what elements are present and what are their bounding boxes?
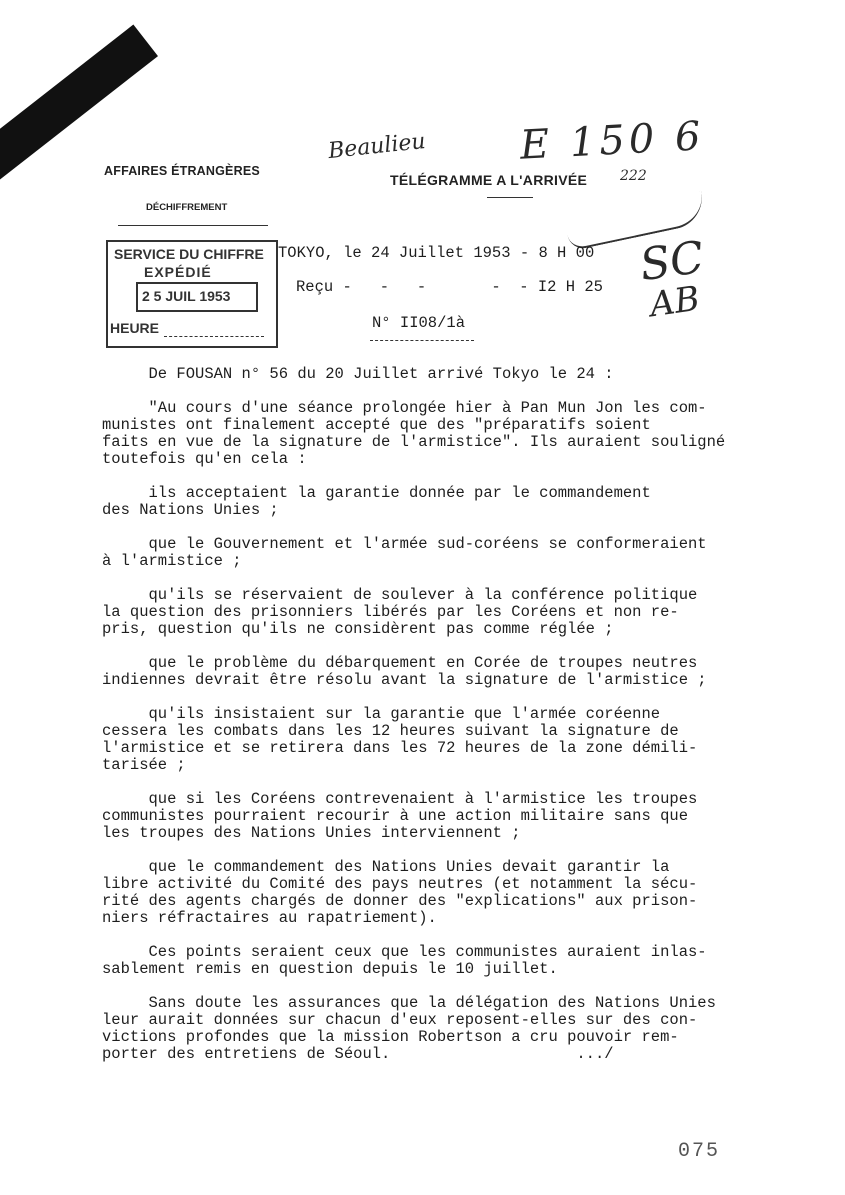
body-paragraph: que si les Coréens contrevenaient à l'armistice les troupes communistes pourraient recourir à une action militaire sans que les troupes des Nations Unies interviennent ; [102,790,698,842]
number-underline [370,340,474,341]
body-paragraph: De FOUSAN n° 56 du 20 Juillet arrivé Tokyo le 24 : [102,365,614,383]
handwritten-name: Beaulieu [326,128,427,165]
body-paragraph: que le commandement des Nations Unies devait garantir la libre activité du Comité des pays neutres (et notamment la sécu- rité des agents chargés de donner des "explications" aux prison- niers réfractaires au rapatriement). [102,858,698,927]
body-paragraph: que le problème du débarquement en Corée de troupes neutres indiennes devrait être résolu avant la signature de l'armistice ; [102,654,707,689]
document-type-title: TÉLÉGRAMME A L'ARRIVÉE [390,172,588,188]
body-paragraph: qu'ils insistaient sur la garantie que l'armée coréenne cessera les combats dans les 12 heures suivant la signature de l'armistice et se retirera dans les 72 heures de la zone démili- tarisée ; [102,705,698,774]
service-label: DÉCHIFFREMENT [146,202,228,213]
handwritten-sc: SC [636,231,708,292]
body-paragraph: que le Gouvernement et l'armée sud-coréens se conformeraient à l'armistice ; [102,535,707,570]
dispatch-stamp [106,240,278,348]
stamp-heure-line [164,336,264,337]
dispatch-received-line: Reçu - - - - - I2 H 25 [296,278,603,296]
stamp-heure: HEURE [110,320,160,336]
body-paragraph: Ces points seraient ceux que les communistes auraient inlas- sablement remis en question depuis le 10 juillet. [102,943,707,978]
handwritten-reference: E 150 6 [518,113,706,169]
dispatch-city-line: TOKYO, le 24 Juillet 1953 - 8 H 00 [278,244,595,262]
body-paragraph: "Au cours d'une séance prolongée hier à Pan Mun Jon les com- munistes ont finalement accepté que des "préparatifs soient faits en vue de la signature de l'armistice". Ils auraient souligné toutefois qu'en cela : [102,399,726,468]
service-underline [118,225,268,226]
body-paragraph: Sans doute les assurances que la délégation des Nations Unies leur aurait données sur chacun d'eux reposent-elles sur des con- victions profondes que la mission Robertson a cru pouvoir rem- porter des entretiens de Séoul. .../ [102,994,716,1063]
ministry-header: AFFAIRES ÉTRANGÈRES [104,164,260,178]
body-paragraph: qu'ils se réservaient de soulever à la conférence politique la question des prisonniers libérés par les Coréens et non re- pris, question qu'ils ne considèrent pas comme réglée ; [102,586,698,638]
body-paragraph: ils acceptaient la garantie donnée par le commandement des Nations Unies ; [102,484,651,519]
telegram-body [102,366,782,1080]
stamp-date: 2 5 JUIL 1953 [142,288,231,304]
stamp-expedie-line: EXPÉDIÉ [144,264,212,280]
stamp-service-line: SERVICE DU CHIFFRE [114,246,264,262]
title-underline [487,197,533,198]
page-number: 075 [678,1140,721,1163]
handwritten-number: 222 [620,168,647,184]
dispatch-number: N° II08/1à [372,314,466,332]
handwritten-initials: AB [647,278,703,326]
